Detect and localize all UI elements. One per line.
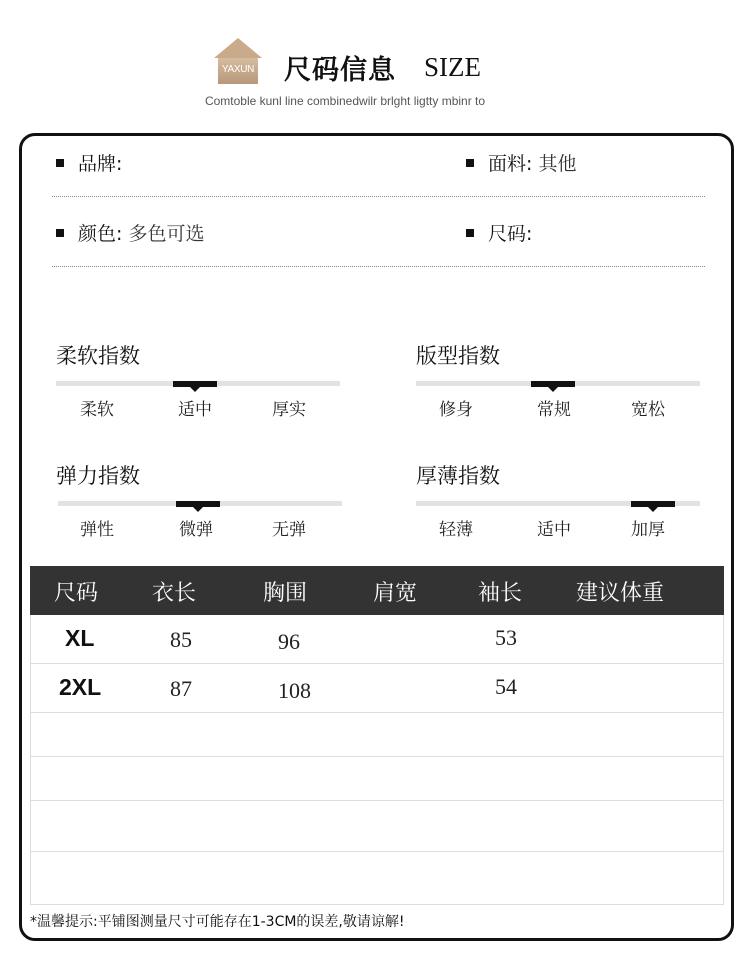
fabric-label: 面料: xyxy=(488,153,533,175)
color-value: 多色可选 xyxy=(128,223,205,245)
bullet-square-icon xyxy=(466,229,474,237)
table-row xyxy=(31,664,723,713)
divider xyxy=(52,196,705,197)
thickness-indicator xyxy=(631,501,675,507)
cell-chest: 108 xyxy=(278,678,311,703)
brand-label: 品牌: xyxy=(78,153,123,175)
softness-indicator xyxy=(173,381,217,387)
cell-sleeve: 53 xyxy=(495,625,517,650)
bullet-square-icon xyxy=(466,159,474,167)
divider xyxy=(52,266,705,267)
softness-option: 柔软 xyxy=(80,400,114,420)
cell-length: 85 xyxy=(170,627,192,652)
brand-logo xyxy=(214,38,262,86)
size-label: 尺码: xyxy=(488,223,533,245)
color-row xyxy=(56,219,204,246)
bullet-square-icon xyxy=(56,229,64,237)
header-shoulder: 肩宽 xyxy=(373,581,418,606)
fit-option: 常规 xyxy=(537,400,571,420)
elasticity-option: 无弹 xyxy=(272,520,306,540)
title-cn: 尺码信息 xyxy=(284,55,396,86)
color-label: 颜色: xyxy=(78,223,123,245)
thickness-index-title: 厚薄指数 xyxy=(416,464,500,488)
cell-size: XL xyxy=(65,625,95,651)
footnote: *温馨提示:平铺图测量尺寸可能存在1-3CM的误差,敬请谅解! xyxy=(30,914,405,930)
elasticity-index-title: 弹力指数 xyxy=(56,464,140,488)
header-weight: 建议体重 xyxy=(576,581,665,606)
softness-option: 适中 xyxy=(178,400,212,420)
logo-text: YAXUN xyxy=(221,64,255,75)
table-row-empty xyxy=(31,801,723,852)
thickness-option: 加厚 xyxy=(631,520,665,540)
fit-option: 修身 xyxy=(439,400,473,420)
header-sleeve: 袖长 xyxy=(478,581,523,606)
logo-roof-shape xyxy=(214,38,262,58)
fit-option: 宽松 xyxy=(631,400,665,420)
subtitle: Comtoble kunl line combinedwilr brlght ligtty mbinr to xyxy=(204,94,486,108)
size-table-header xyxy=(30,566,724,615)
thickness-option: 轻薄 xyxy=(439,520,473,540)
softness-index-title: 柔软指数 xyxy=(56,344,140,368)
table-row xyxy=(31,615,723,664)
thickness-option: 适中 xyxy=(537,520,571,540)
elasticity-indicator xyxy=(176,501,220,507)
brand-row xyxy=(56,149,122,176)
size-row xyxy=(466,219,532,246)
size-table-body xyxy=(30,615,724,905)
table-row-empty xyxy=(31,713,723,757)
elasticity-option: 弹性 xyxy=(80,520,114,540)
header-length: 衣长 xyxy=(152,581,197,606)
fabric-value: 其他 xyxy=(538,153,577,175)
cell-chest: 96 xyxy=(278,629,300,654)
fabric-row xyxy=(466,149,576,176)
softness-option: 厚实 xyxy=(272,400,306,420)
bullet-square-icon xyxy=(56,159,64,167)
title-en: SIZE xyxy=(424,52,481,82)
table-row-empty xyxy=(31,757,723,801)
cell-sleeve: 54 xyxy=(495,674,517,699)
header-chest: 胸围 xyxy=(263,581,308,606)
fit-indicator xyxy=(531,381,575,387)
cell-size: 2XL xyxy=(59,674,102,700)
cell-length: 87 xyxy=(170,676,192,701)
elasticity-option: 微弹 xyxy=(179,520,213,540)
fit-index-title: 版型指数 xyxy=(416,344,500,368)
header-size: 尺码 xyxy=(54,581,99,606)
